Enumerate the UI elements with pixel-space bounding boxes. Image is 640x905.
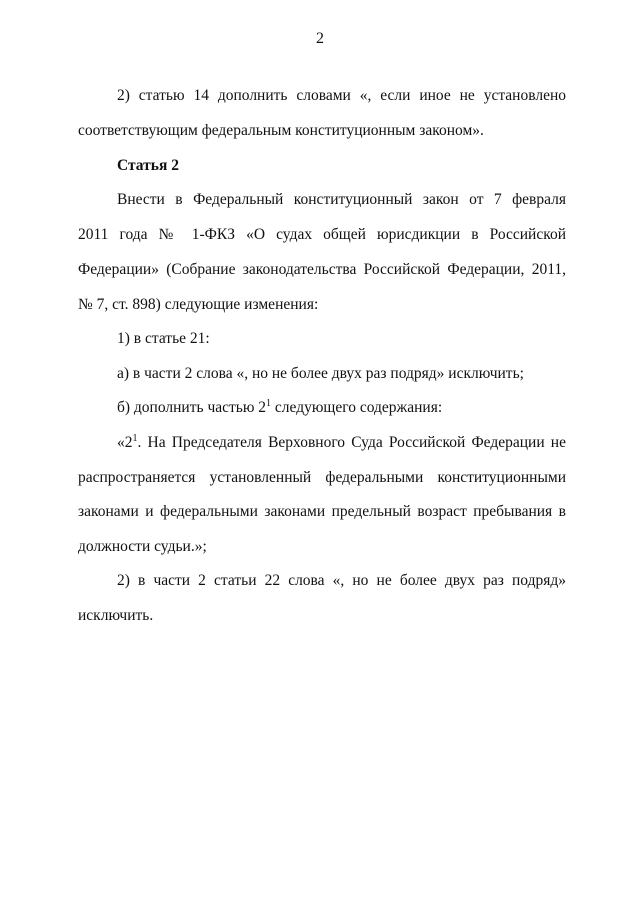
text-line: № 7, ст. 898) следующие изменения: — [78, 296, 319, 313]
text-line: 2) статью 14 дополнить словами «, если иное не установлено — [117, 87, 566, 104]
item-b-text-end: следующего содержания: — [271, 399, 443, 416]
text-line: должности судьи.»; — [78, 538, 207, 555]
item-a: а) в части 2 слова «, но не более двух раз подряд» исключить; — [117, 365, 524, 382]
superscript: 1 — [132, 433, 138, 444]
text-line: Федерации» (Собрание законодательства Российской Федерации, 2011, — [78, 261, 566, 278]
text-line: Внести в Федеральный конституционный закон от 7 февраля — [117, 191, 566, 208]
text-line: 2011 года № 1-ФКЗ «О судах общей юрисдикции в Российской — [78, 226, 566, 243]
text-line: 2) в части 2 статьи 22 слова «, но не более двух раз подряд» — [117, 572, 566, 589]
item-article-21: 1) в статье 21: — [117, 330, 210, 347]
quote-text: . На Председателя Верховного Суда Российской Федерации не — [137, 434, 566, 451]
page-number: 2 — [316, 30, 324, 47]
text-line — [117, 433, 566, 453]
text-line: законами и федеральными законами предельный возраст пребывания в — [78, 503, 566, 520]
article-heading: Статья 2 — [117, 157, 179, 174]
item-b — [117, 398, 566, 418]
text-line: распространяется установленный федеральными конституционными — [78, 469, 566, 486]
quote-open: «2 — [117, 434, 133, 451]
superscript: 1 — [266, 398, 272, 409]
text-line: исключить. — [78, 607, 154, 624]
item-b-text: б) дополнить частью 2 — [117, 399, 267, 416]
text-line: соответствующим федеральным конституционным законом». — [78, 122, 484, 139]
